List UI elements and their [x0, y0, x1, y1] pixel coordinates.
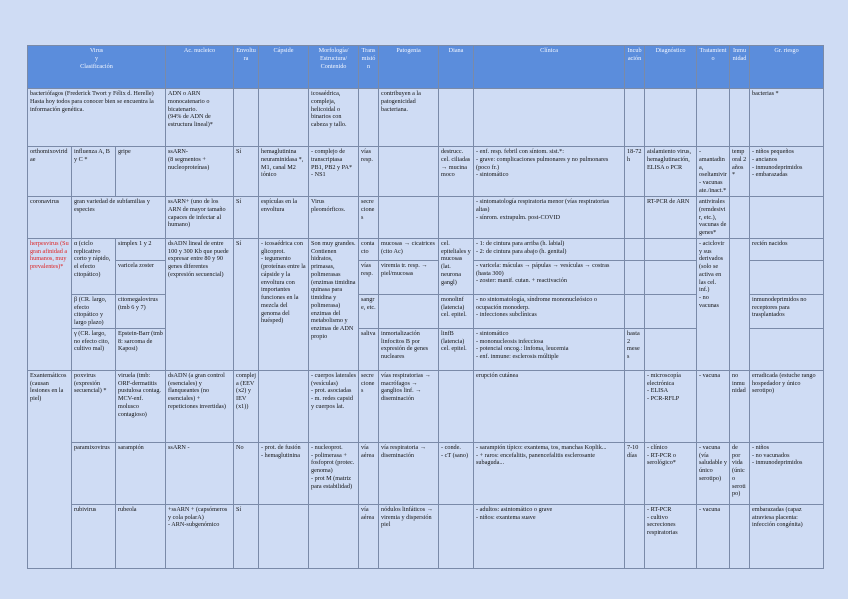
cell-virus: Exantemáticos (causan lesiones en la piel) — [28, 370, 72, 568]
cell-immunity — [730, 197, 750, 239]
cell-target — [439, 370, 474, 442]
header-diagnosis: Diagnóstico — [645, 46, 697, 89]
cell-pathogenesis — [379, 294, 439, 328]
cell-nucleic-acid: ADN o ARN monocatenario o bicatenario. (94% de ADN de estructura lineal)* — [166, 89, 234, 147]
cell-immunity — [730, 504, 750, 568]
cell-diagnosis — [645, 260, 697, 294]
cell-incubation: 7-10 días — [625, 442, 645, 504]
header-virus: Virus y Clasificación — [28, 46, 166, 89]
cell-pathogenesis: inmortalización linfocitos B por expresión de genes nucleares — [379, 328, 439, 370]
cell-clinical: - sarampión típico: exantema, tos, manchas Koplik... - + raros: encefalitis, panencefalitis esclerosante subaguda... — [474, 442, 625, 504]
cell-target: monolinf (latencia) cel. epitel. — [439, 294, 474, 328]
cell-treatment: - aciclovir y sus derivados (solo se activa en las cel. inf.) - no vacunas — [697, 238, 730, 370]
table-row — [28, 504, 824, 568]
header-capsid: Cápside — [259, 46, 309, 89]
cell-transmission: sangre, etc. — [359, 294, 379, 328]
cell-target: destrucc. cel. ciliadas → mucina moco — [439, 147, 474, 197]
cell-pathogenesis: vía respiratoria → diseminación — [379, 442, 439, 504]
cell-diagnosis — [645, 294, 697, 328]
cell-capsid — [259, 504, 309, 568]
cell-clinical: - varicela: máculas → pápulas → vesículas → costras (hasta 300) - zoster: manif. cutan. + reactivación — [474, 260, 625, 294]
cell-incubation: 18-72 h — [625, 147, 645, 197]
cell-capsid — [259, 89, 309, 147]
cell-treatment: - vacuna (vía saludable y único serotipo) — [697, 442, 730, 504]
cell-risk — [750, 197, 824, 239]
header-morphology: Morfología/ Estructura/ Contenido — [309, 46, 359, 89]
cell-transmission: secreciones — [359, 370, 379, 442]
table-row — [28, 238, 824, 260]
table-row — [28, 147, 824, 197]
cell-morphology: - cuerpos laterales (vesículas) - prot. asociadas - m. redes capsid y cuerpos lat. — [309, 370, 359, 442]
cell-morphology: - nucleoprot. - polimerasa + fosfoprot (protec. genoma) - prot M (matriz para estabilidad) — [309, 442, 359, 504]
cell-pathogenesis: nódulos linfáticos → viremia y dispersión piel — [379, 504, 439, 568]
cell-envelope: No — [234, 442, 259, 504]
cell-envelope: Sí — [234, 238, 259, 370]
header-pathogenesis: Patogenia — [379, 46, 439, 89]
cell-risk: recién nacidos — [750, 238, 824, 260]
cell-clinical: - 1: de cintura para arriba (h. labial) - 2: de cintura para abajo (h. genital) — [474, 238, 625, 260]
cell-subtype: simplex 1 y 2 — [116, 238, 166, 260]
cell-incubation — [625, 238, 645, 260]
cell-target — [439, 197, 474, 239]
cell-clinical — [474, 89, 625, 147]
cell-target — [439, 504, 474, 568]
cell-treatment: - vacuna — [697, 504, 730, 568]
cell-immunity — [730, 89, 750, 147]
cell-capsid: - icosaédrica con glicoprot. - tegumento (proteínas entre la cápside y la envoltura con importantes funciones en la mezcla del genoma del huésped) — [259, 238, 309, 370]
cell-nucleic-acid: dsADN lineal de entre 100 y 300 Kb que puede expresar entre 80 y 90 genes diferentes (expresión secuencial) — [166, 238, 234, 370]
cell-nucleic-acid: ssARN - — [166, 442, 234, 504]
cell-transmission: vía aérea — [359, 504, 379, 568]
cell-transmission: vía aérea — [359, 442, 379, 504]
cell-treatment: antivirales (remdesivir, etc.), vacunas de genes* — [697, 197, 730, 239]
cell-nucleic-acid: ssARN+ (uno de los ARN de mayor tamaño capaces de infectar al humano) — [166, 197, 234, 239]
cell-incubation — [625, 504, 645, 568]
cell-pathogenesis — [379, 147, 439, 197]
cell-type: gran variedad de subfamilias y especies — [72, 197, 166, 239]
cell-diagnosis — [645, 238, 697, 260]
cell-diagnosis: - microscopía electrónica - ELISA - PCR-RFLP — [645, 370, 697, 442]
cell-pathogenesis: viremia tr. resp. → piel/mucosas — [379, 260, 439, 294]
cell-subtype: varicela zoster — [116, 260, 166, 294]
header-transmission: Transmisión — [359, 46, 379, 89]
cell-target — [439, 89, 474, 147]
cell-risk: - niños pequeños - ancianos - inmunodeprimidos - embarazadas — [750, 147, 824, 197]
cell-type: paramixovirus — [72, 442, 116, 504]
header-immunity: Inmunidad — [730, 46, 750, 89]
cell-virus: coronavirus — [28, 197, 72, 239]
cell-virus: bacteriófagos (Frederick Twort y Félix d. Herelle) Hasta hoy todos para conocer bien se encuentra la información genética. — [28, 89, 166, 147]
cell-subtype: Epstein-Barr (tmb 8: sarcoma de Kaposi) — [116, 328, 166, 370]
cell-morphology: Virus pleomórficos. — [309, 197, 359, 239]
cell-virus: orthomixoviridae — [28, 147, 72, 197]
cell-treatment: - vacuna — [697, 370, 730, 442]
header-risk-group: Gr. riesgo — [750, 46, 824, 89]
cell-capsid: hemaglutinina neuraminidasa *, M1, canal M2 iónico — [259, 147, 309, 197]
cell-immunity — [730, 238, 750, 370]
cell-pathogenesis: mucosas → cicatrices (cito Ac) — [379, 238, 439, 260]
cell-subtype: viruela (tmb: ORF-dermatitis pustulosa contag. MCV-enf. molusco contagioso) — [116, 370, 166, 442]
cell-risk: bacterias * — [750, 89, 824, 147]
cell-morphology: icosaédrica, compleja, helicoidal o binarios con cabeza y tallo. — [309, 89, 359, 147]
cell-risk: erradicada (estuche rango hospedador y único serotipo) — [750, 370, 824, 442]
header-target: Diana — [439, 46, 474, 89]
cell-target: - conde. - cT (sano) — [439, 442, 474, 504]
cell-immunity: temporal 2 años * — [730, 147, 750, 197]
cell-diagnosis — [645, 89, 697, 147]
cell-nucleic-acid: dsADN (a gran control (esenciales) y flanqueantes (no esenciales) + repeticiones invertidas) — [166, 370, 234, 442]
cell-transmission: saliva — [359, 328, 379, 370]
cell-clinical: - sintomático - mononucleosis infecciosa - potencial oncog.: linfoma, leucemia - enf. inmune: esclerosis múltiple — [474, 328, 625, 370]
cell-target: cel. epiteliales y mucosas (lat. neurona gangl) — [439, 238, 474, 294]
cell-subtype: citomegalovirus (tmb 6 y 7) — [116, 294, 166, 328]
cell-clinical: erupción cutánea — [474, 370, 625, 442]
cell-subtype: sarampión — [116, 442, 166, 504]
cell-incubation: hasta 2 meses — [625, 328, 645, 370]
cell-envelope: Sí — [234, 197, 259, 239]
header-incubation: Incubación — [625, 46, 645, 89]
cell-capsid — [259, 370, 309, 442]
cell-envelope: Sí — [234, 147, 259, 197]
table-row — [28, 370, 824, 442]
cell-morphology: Son muy grandes. Contienen hidratos, primasas, polimerasas (enzimas timidina quinasa para timidina y polimerasa) enzimas del metabolismo y enzimas de ADN propio — [309, 238, 359, 370]
virology-summary-page — [27, 45, 823, 569]
cell-clinical: - enf. resp. febril con síntom. sist.*: - grave: complicaciones pulmonares y no pulmonares (poco fr.) - sintomático — [474, 147, 625, 197]
cell-diagnosis: aislamiento virus, hemaglutinación, ELISA o PCR — [645, 147, 697, 197]
cell-pathogenesis: vías respiratorias → macrófagos → ganglios linf. → diseminación — [379, 370, 439, 442]
cell-risk: - niños - no vacunados - inmunodeprimidos — [750, 442, 824, 504]
cell-diagnosis: - RT-PCR - cultivo secreciones respiratorias — [645, 504, 697, 568]
cell-envelope — [234, 89, 259, 147]
cell-transmission: contacto — [359, 238, 379, 260]
cell-risk: embarazadas (capaz atraviesa placenta: infección congénita) — [750, 504, 824, 568]
cell-subtype: rubeola — [116, 504, 166, 568]
cell-type: poxvirus (expresión secuencial) * — [72, 370, 116, 442]
cell-clinical: - no sintomatología, síndrome mononucleósico o ocupación monoderp. - infecciones subclínicas — [474, 294, 625, 328]
cell-diagnosis — [645, 328, 697, 370]
cell-type: influenza A, B y C * — [72, 147, 116, 197]
cell-transmission: secreciones — [359, 197, 379, 239]
cell-pathogenesis — [379, 197, 439, 239]
cell-transmission: vías resp. — [359, 147, 379, 197]
cell-risk: inmunodeprimidos no receptores para trasplantados — [750, 294, 824, 328]
cell-immunity: no inmunidad — [730, 370, 750, 442]
cell-type: γ (CR. largo, no efecto cito, cultivo mal) — [72, 328, 116, 370]
cell-incubation — [625, 370, 645, 442]
cell-nucleic-acid: ssARN- (8 segmentos + nucleoproteínas) — [166, 147, 234, 197]
cell-nucleic-acid: +ssARN + (capsómeros y cola polarA) - ARN-subgenómico — [166, 504, 234, 568]
cell-diagnosis: - clínico - RT-PCR o serológico* — [645, 442, 697, 504]
cell-pathogenesis: contribuyen a la patogenicidad bacteriana. — [379, 89, 439, 147]
cell-treatment — [697, 89, 730, 147]
cell-type: α (ciclo replicativo corto y rápido, el efecto citopático) — [72, 238, 116, 294]
cell-virus: herpesvirus (Su gran afinidad a humanos, muy prevalentes)* — [28, 238, 72, 370]
cell-incubation — [625, 260, 645, 294]
cell-clinical: - sintomatología respiratoria menor (vías respiratorias altas) - sínrom. extrapulm. post-COVID — [474, 197, 625, 239]
cell-envelope: Sí — [234, 504, 259, 568]
cell-target: linfB (latencia) cel. epitel. — [439, 328, 474, 370]
cell-incubation — [625, 294, 645, 328]
cell-envelope: compleja (EEV (x2) y IEV (x1)) — [234, 370, 259, 442]
cell-morphology — [309, 504, 359, 568]
cell-risk — [750, 328, 824, 370]
cell-diagnosis: RT-PCR de ARN — [645, 197, 697, 239]
table-row — [28, 442, 824, 504]
cell-capsid: - prot. de fusión - hemaglutinina — [259, 442, 309, 504]
header-nucleic-acid: Ac. nucleico — [166, 46, 234, 89]
table-row — [28, 89, 824, 147]
cell-immunity: de por vida (único serotipo) — [730, 442, 750, 504]
cell-risk — [750, 260, 824, 294]
header-clinical: Clínica — [474, 46, 625, 89]
cell-type: β (CR. largo, efecto citopático y largo plazo) — [72, 294, 116, 328]
header-envelope: Envoltura — [234, 46, 259, 89]
cell-treatment: -amantadina, oseltamivir - vacunas ate./inact.* — [697, 147, 730, 197]
virus-table — [27, 45, 824, 569]
cell-morphology: - complejo de transcriptasa PB1, PB2 y PA* - NS1 — [309, 147, 359, 197]
cell-subtype: gripe — [116, 147, 166, 197]
cell-transmission — [359, 89, 379, 147]
table-row — [28, 197, 824, 239]
cell-incubation — [625, 197, 645, 239]
cell-capsid: espículas en la envoltura — [259, 197, 309, 239]
cell-transmission: vías resp. — [359, 260, 379, 294]
cell-type: rubivirus — [72, 504, 116, 568]
header-row — [28, 46, 824, 89]
cell-incubation — [625, 89, 645, 147]
cell-clinical: - adultos: asintomático o grave - niños: exantema suave — [474, 504, 625, 568]
header-treatment: Tratamiento — [697, 46, 730, 89]
